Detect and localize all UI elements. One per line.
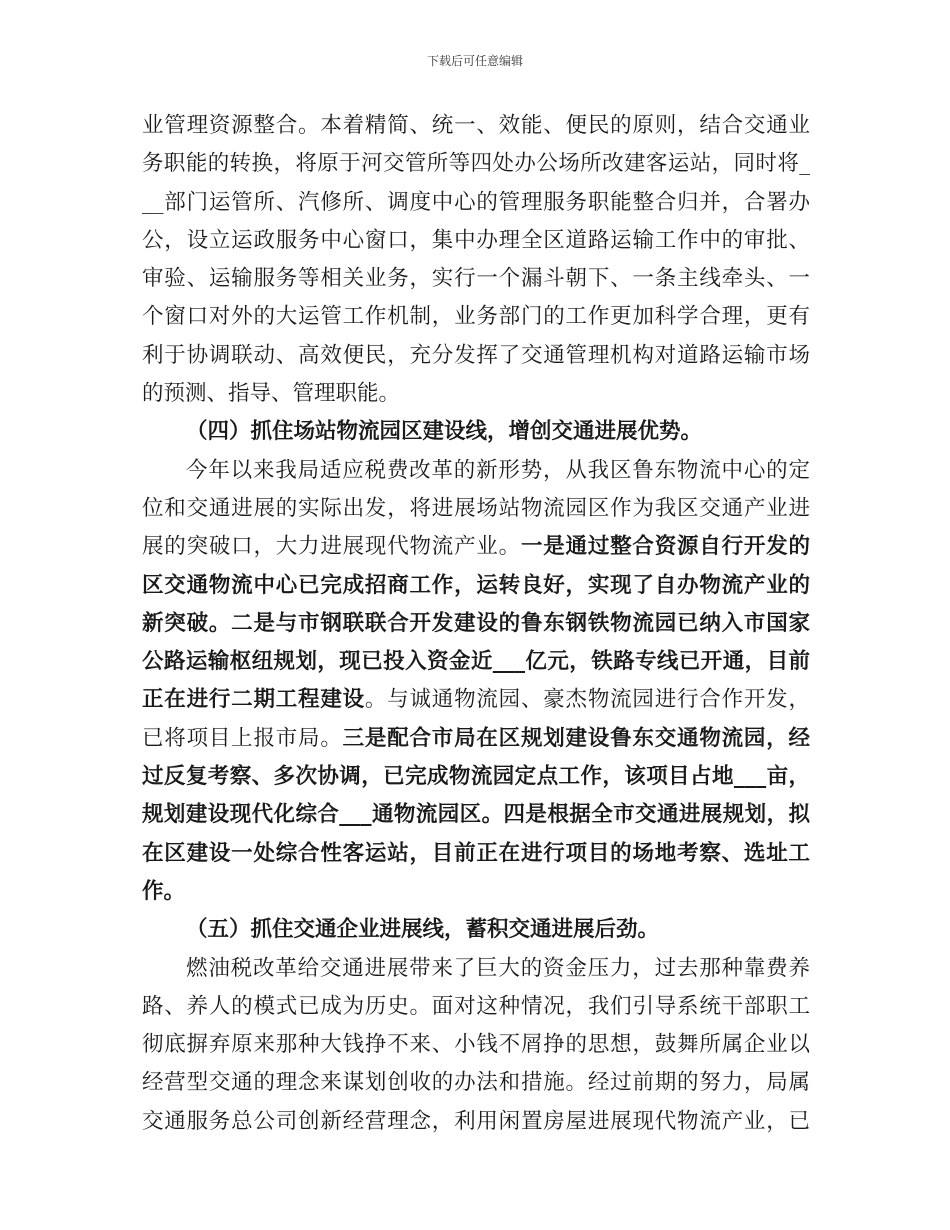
bold-text-line: 新突破。二是与市钢联联合开发建设的鲁东钢铁物流园已纳入市国家 <box>142 610 810 636</box>
text-line: 个窗口对外的大运管工作机制，业务部门的工作更加科学合理，更有 <box>142 304 810 330</box>
text-span: 。与诚通物流园、豪杰物流园进行合作开发， <box>364 687 810 713</box>
section-heading-4: （四）抓住场站物流园区建设线，增创交通进展优势。 <box>186 419 703 445</box>
bold-text-line: 区交通物流中心已完成招商工作，运转良好，实现了自办物流产业的 <box>142 572 810 598</box>
text-line: 交通服务总公司创新经营理念，利用闲置房屋进展现代物流产业，已 <box>142 1108 810 1134</box>
text-line: 位和交通进展的实际出发，将进展场站物流园区作为我区交通产业进 <box>142 495 810 521</box>
text-line: 今年以来我局适应税费改革的新形势，从我区鲁东物流中心的定 <box>186 457 810 483</box>
bold-text-line: 在区建设一处综合性客运站，目前正在进行项目的场地考察、选址工 <box>142 840 810 866</box>
bold-text-span: 三是配合市局在区规划建设鲁东交通物流园，经 <box>342 725 810 751</box>
text-line: 彻底摒弃原来那种大钱挣不来、小钱不屑挣的思想，鼓舞所属企业以 <box>142 1032 810 1058</box>
document-body <box>142 107 810 1141</box>
text-span: 展的突破口，大力进展现代物流产业。 <box>142 534 521 560</box>
text-line <box>142 720 810 758</box>
paragraph-enterprise-development <box>142 950 810 1141</box>
text-line <box>142 681 810 719</box>
text-line: 经营型交通的理念来谋划创收的办法和措施。经过前期的努力，局属 <box>142 1070 810 1096</box>
text-span: 已将项目上报市局。 <box>142 725 343 751</box>
page-header: 下载后可任意编辑 <box>426 54 523 68</box>
paragraph-resource-integration <box>142 107 810 413</box>
text-line: 利于协调联动、高效便民，充分发挥了交通管理机构对道路运输市场 <box>142 342 810 368</box>
text-line: __部门运管所、汽修所、调度中心的管理服务职能整合归并，合署办 <box>142 189 810 215</box>
text-line: 公，设立运政服务中心窗口，集中办理全区道路运输工作中的审批、 <box>142 227 810 253</box>
bold-text-line: 作。 <box>142 878 186 904</box>
bold-text-line: 过反复考察、多次协调，已完成物流园定点工作，该项目占地___亩， <box>142 764 810 790</box>
text-line: 的预测、指导、管理职能。 <box>142 381 401 407</box>
text-line <box>142 528 810 566</box>
bold-text-span: 一是通过整合资源自行开发的 <box>520 534 810 560</box>
bold-text-span: 正在进行二期工程建设 <box>142 687 365 713</box>
text-line: 务职能的转换，将原于河交管所等四处办公场所改建客运站，同时将_ <box>142 151 810 177</box>
section-heading-5: （五）抓住交通企业进展线，蓄积交通进展后劲。 <box>186 917 660 943</box>
text-line: 燃油税改革给交通进展带来了巨大的资金压力，过去那种靠费养 <box>186 955 810 981</box>
paragraph-logistics-park <box>142 452 810 912</box>
text-line: 审验、运输服务等相关业务，实行一个漏斗朝下、一条主线牵头、一 <box>142 266 810 292</box>
text-line: 业管理资源整合。本着精简、统一、效能、便民的原则，结合交通业 <box>142 113 810 138</box>
text-line: 路、养人的模式已成为历史。面对这种情况，我们引导系统干部职工 <box>142 993 810 1019</box>
bold-text-line: 公路运输枢纽规划，现已投入资金近___亿元，铁路专线已开通，目前 <box>142 649 810 675</box>
bold-text-line: 规划建设现代化综合___通物流园区。四是根据全市交通进展规划，拟 <box>142 802 810 828</box>
